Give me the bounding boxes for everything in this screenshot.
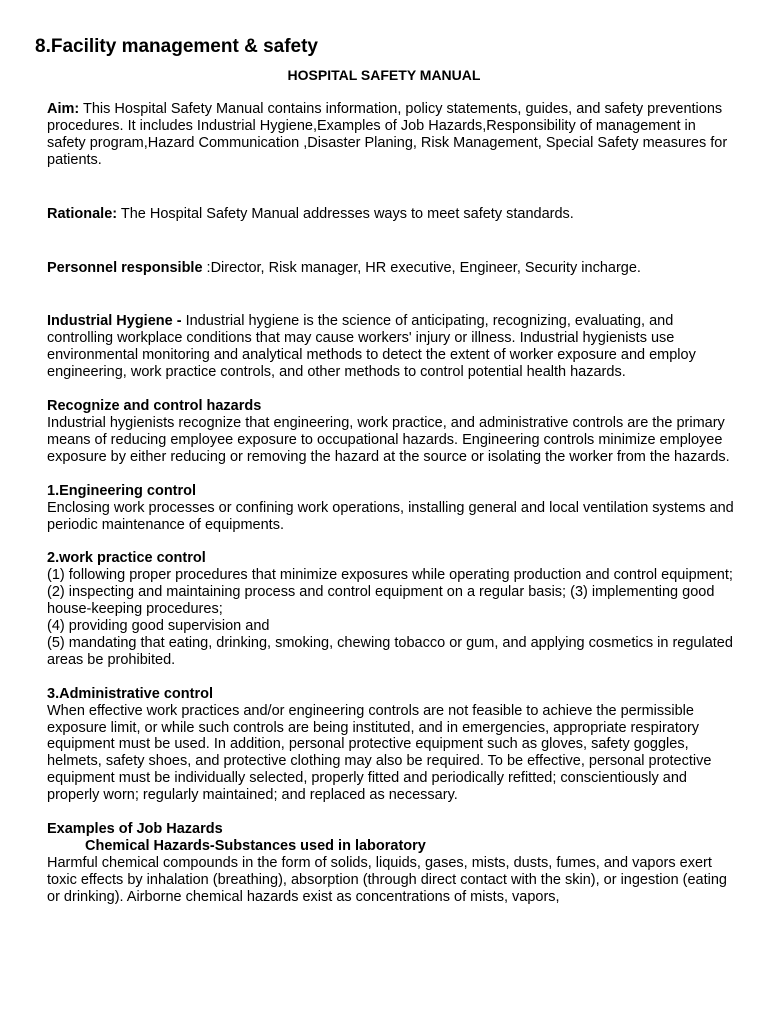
personnel-label: Personnel responsible — [47, 259, 203, 276]
industrial-hygiene-text: Industrial hygiene is the science of anticipating, recognizing, evaluating, and controlling workplace conditions that may cause workers' injury or illness. Industrial hygienists use environmental monitoring and analytical methods to detect the extent of worker exposure and employ engineering, work practice controls, and other methods to control potential health hazards. — [47, 313, 696, 381]
administrative-text: When effective work practices and/or engineering controls are not feasible to achieve the permissible exposure limit, or while such controls are being instituted, and in emergencies, appropriate respiratory equipment must be used. In addition, personal protective equipment such as gloves, safety goggles, helmets, safety shoes, and protective clothing may also be required. To be effective, personal protective equipment must be individually selected, properly fitted and periodically refitted; conscientiously and properly worn; regularly maintained; and replaced as necessary. — [47, 702, 712, 804]
work-practice-line: (4) providing good supervision and — [47, 618, 270, 635]
personnel-paragraph — [47, 260, 737, 277]
aim-text: This Hospital Safety Manual contains information, policy statements, guides, and safety preventions procedures. It includes Industrial Hygiene,Examples of Job Hazards,Responsibility of management in safety program,Hazard Communication ,Disaster Planing, Risk Management, Special Safety measures for patients. — [47, 101, 728, 168]
work-practice-heading: 2.work practice control — [47, 550, 206, 567]
job-hazards-heading: Examples of Job Hazards — [47, 821, 223, 838]
chapter-heading: 8.Facility management & safety — [35, 36, 318, 57]
job-hazards-text: Harmful chemical compounds in the form of solids, liquids, gases, mists, dusts, fumes, and vapors exert toxic effects by inhalation (breathing), absorption (through direct contact with the skin), or ingestion (eating or drinking). Airborne chemical hazards exist as concentrations of mists, vapors, — [47, 854, 727, 905]
recognize-text: Industrial hygienists recognize that engineering, work practice, and administrative controls are the primary means of reducing employee exposure to occupational hazards. Engineering controls minimize employee exposure by either reducing or removing the hazard at the source or isolating the worker from the hazards. — [47, 414, 730, 465]
engineering-text: Enclosing work processes or confining work operations, installing general and local ventilation systems and periodic maintenance of equipments. — [47, 499, 734, 533]
manual-title: HOSPITAL SAFETY MANUAL — [287, 67, 481, 83]
rationale-label: Rationale: — [47, 205, 118, 222]
work-practice-line: (1) following proper procedures that minimize exposures while operating production and control equipment; — [47, 567, 733, 584]
personnel-text: :Director, Risk manager, HR executive, Engineer, Security incharge. — [202, 259, 641, 276]
recognize-heading: Recognize and control hazards — [47, 398, 262, 415]
work-practice-line: (5) mandating that eating, drinking, smoking, chewing tobacco or gum, and applying cosmetics in regulated areas be prohibited. — [47, 634, 733, 668]
industrial-hygiene-label: Industrial Hygiene - — [47, 313, 182, 330]
aim-paragraph — [47, 101, 737, 169]
chemical-hazards-subheading: Chemical Hazards-Substances used in laboratory — [85, 838, 426, 854]
document-body — [47, 101, 737, 906]
rationale-text: The Hospital Safety Manual addresses ways to meet safety standards. — [117, 205, 574, 222]
rationale-paragraph — [47, 206, 737, 223]
work-practice-line: (2) inspecting and maintaining process and control equipment on a regular basis; (3) implementing good house-keeping procedures; — [47, 584, 715, 618]
aim-label: Aim: — [47, 101, 80, 117]
engineering-heading: 1.Engineering control — [47, 482, 197, 499]
administrative-heading: 3.Administrative control — [47, 685, 213, 702]
industrial-hygiene-paragraph — [47, 313, 737, 381]
